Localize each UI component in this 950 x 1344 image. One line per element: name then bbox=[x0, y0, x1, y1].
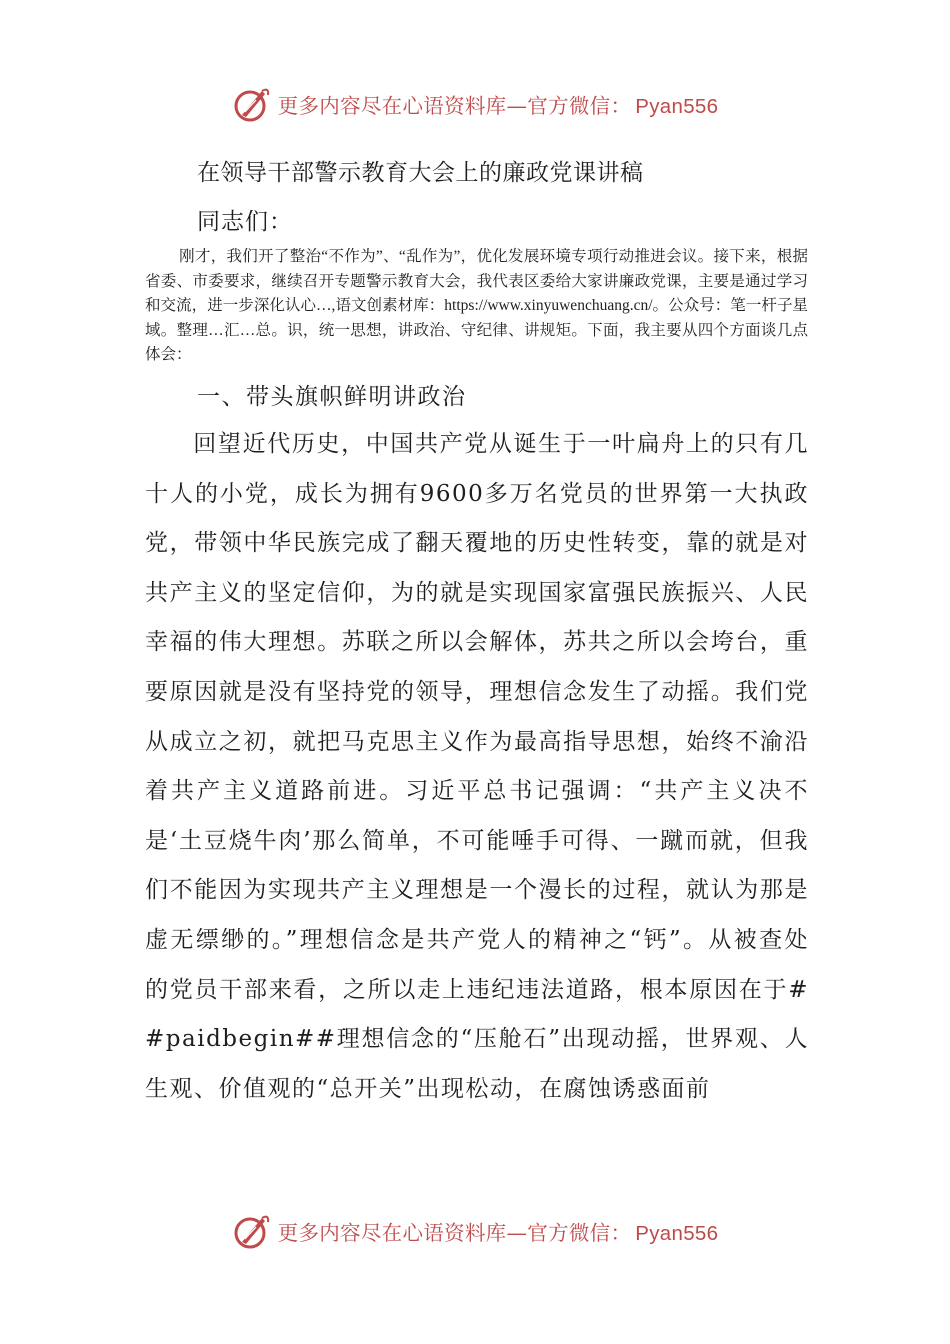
banner-text: 更多内容尽在心语资料库—官方微信： Pyan556 bbox=[277, 1221, 719, 1245]
wechat-id: Pyan556 bbox=[635, 1222, 719, 1245]
quill-pen-circle-icon bbox=[232, 1212, 272, 1252]
salutation: 同志们： bbox=[197, 209, 293, 235]
body-paragraph: 回望近代历史，中国共产党从诞生于一叶扁舟上的只有几十人的小党，成长为拥有9600多万名党员的世界第一大执政党，带领中华民族完成了翻天覆地的历史性转变，靠的就是对共产主义的坚定信仰，为的就是实现国家富强民族振兴、人民幸福的伟大理想。苏联之所以会解体，苏共之所以会垮台，重要原因就是没有坚持党的领导，理想信念发生了动摇。我们党从成立之初，就把马克思主义作为最高指导思想，始终不渝沿着共产主义道路前进。习近平总书记强调：“共产主义决不是‘土豆烧牛肉’那么简单，不可能唾手可得、一蹴而就，但我们不能因为实现共产主义理想是一个漫长的过程，就认为那是虚无缥缈的。”理想信念是共产党人的精神之“钙”。从被查处的党员干部来看，之所以走上违纪违法道路，根本原因在于##paidbegin##理想信念的“压舱石”出现动摇，世界观、人生观、价值观的“总开关”出现松动，在腐蚀诱惑面前 bbox=[145, 431, 809, 1102]
section-heading: 一、带头旗帜鲜明讲政治 bbox=[197, 384, 467, 410]
wechat-id: Pyan556 bbox=[635, 95, 719, 118]
quill-pen-circle-icon bbox=[232, 85, 272, 125]
banner-text: 更多内容尽在心语资料库—官方微信： Pyan556 bbox=[277, 94, 719, 118]
document-title: 在领导干部警示教育大会上的廉政党课讲稿 bbox=[197, 160, 644, 186]
footer-banner bbox=[0, 1208, 950, 1254]
intro-paragraph: 刚才，我们开了整治“不作为”、“乱作为”，优化发展环境专项行动推进会议。接下来，根据省委、市委要求，继续召开专题警示教育大会，我代表区委给大家讲廉政党课，主要是通过学习和交流，进一步深化认心…,语文创素材库：https://www.xinyuwenchuang.cn/。公众号：笔一杆子星域。整理…汇…总。识，统一思想，讲政治、守纪律、讲规矩。下面，我主要从四个方面谈几点体会： bbox=[145, 248, 808, 363]
header-banner bbox=[0, 81, 950, 127]
